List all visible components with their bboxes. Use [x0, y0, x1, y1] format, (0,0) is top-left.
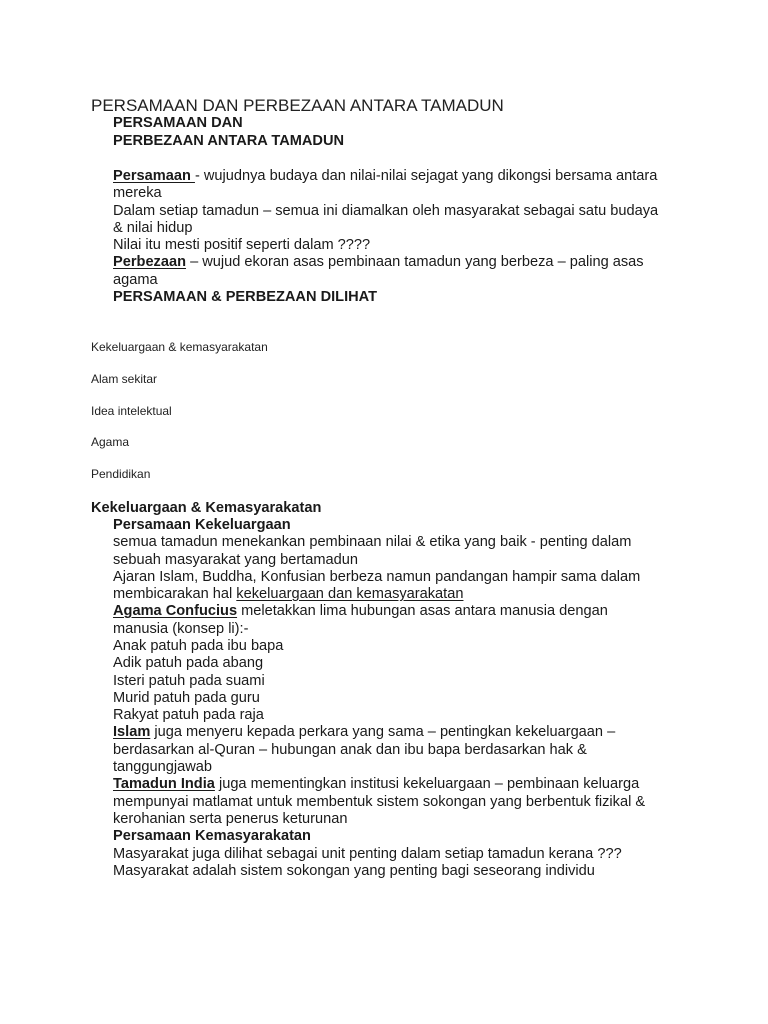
perbezaan-paragraph — [113, 253, 644, 271]
confucius-text-cont: manusia (konsep li):- — [113, 621, 249, 637]
nilai-text: Nilai itu mesti positif seperti dalam ???? — [113, 237, 371, 253]
section-heading: Kekeluargaan & Kemasyarakatan — [91, 500, 322, 516]
perbezaan-text: – wujud ekoran asas pembinaan tamadun yang berbeza – paling asas — [186, 254, 644, 270]
semua-text: semua tamadun menekankan pembinaan nilai & etika yang baik - penting dalam — [113, 534, 632, 550]
india-paragraph — [113, 775, 639, 793]
setiap-text-cont: & nilai hidup — [113, 220, 193, 236]
relation-item: Isteri patuh pada suami — [113, 673, 265, 689]
india-text-cont: mempunyai matlamat untuk membentuk sistem sokongan yang berbentuk fizikal & — [113, 794, 646, 810]
persamaan-paragraph — [113, 167, 657, 185]
confucius-paragraph — [113, 602, 608, 620]
dilihat-heading: PERSAMAAN & PERBEZAAN DILIHAT — [113, 289, 378, 305]
islam-text-cont-2: tanggungjawab — [113, 759, 212, 775]
persamaan-term: Persamaan — [113, 168, 195, 184]
heading-line-2: PERBEZAAN ANTARA TAMADUN — [113, 133, 345, 149]
aspect-item: Idea intelektual — [91, 404, 172, 418]
islam-text: juga menyeru kepada perkara yang sama – pentingkan kekeluargaan – — [150, 724, 616, 740]
aspect-item: Pendidikan — [91, 467, 151, 481]
document-title: PERSAMAAN DAN PERBEZAAN ANTARA TAMADUN — [91, 96, 504, 115]
india-term: Tamadun India — [113, 776, 215, 792]
persamaan-text-cont: mereka — [113, 185, 162, 201]
masyarakat-text: Masyarakat juga dilihat sebagai unit penting dalam setiap tamadun kerana ??? — [113, 846, 622, 862]
heading-line-1: PERSAMAAN DAN — [113, 115, 243, 131]
islam-term: Islam — [113, 724, 151, 740]
islam-text-cont: berdasarkan al-Quran – hubungan anak dan ibu bapa berdasarkan hak & — [113, 742, 587, 758]
ajaran-text-cont: membicarakan hal — [113, 586, 237, 602]
ajaran-text: Ajaran Islam, Buddha, Konfusian berbeza namun pandangan hampir sama dalam — [113, 569, 641, 585]
confucius-term: Agama Confucius — [113, 603, 238, 619]
india-text: juga mementingkan institusi kekeluargaan – pembinaan keluarga — [214, 776, 640, 792]
india-text-cont-2: kerohanian serta penerus keturunan — [113, 811, 348, 827]
ajaran-paragraph — [113, 585, 463, 603]
aspect-item: Alam sekitar — [91, 372, 158, 386]
persamaan-text: - wujudnya budaya dan nilai-nilai sejagat yang dikongsi bersama antara — [194, 168, 658, 184]
perbezaan-text-cont: agama — [113, 272, 158, 288]
confucius-text: meletakkan lima hubungan asas antara manusia dengan — [237, 603, 608, 619]
islam-paragraph — [113, 723, 615, 741]
perbezaan-term: Perbezaan — [113, 254, 187, 270]
semua-text-cont: sebuah masyarakat yang bertamadun — [113, 552, 359, 568]
relation-item: Anak patuh pada ibu bapa — [113, 638, 284, 654]
masyarakat-text-cont: Masyarakat adalah sistem sokongan yang penting bagi seseorang individu — [113, 863, 595, 879]
relation-item: Rakyat patuh pada raja — [113, 707, 264, 723]
relation-item: Adik patuh pada abang — [113, 655, 264, 671]
relation-item: Murid patuh pada guru — [113, 690, 260, 706]
aspect-item: Agama — [91, 435, 130, 449]
setiap-text: Dalam setiap tamadun – semua ini diamalkan oleh masyarakat sebagai satu budaya — [113, 203, 659, 219]
aspect-item: Kekeluargaan & kemasyarakatan — [91, 340, 268, 354]
kekeluargaan-link[interactable]: kekeluargaan dan kemasyarakatan — [236, 586, 464, 602]
subheading-kemasyarakatan: Persamaan Kemasyarakatan — [113, 828, 311, 844]
subheading-kekeluargaan: Persamaan Kekeluargaan — [113, 517, 291, 533]
